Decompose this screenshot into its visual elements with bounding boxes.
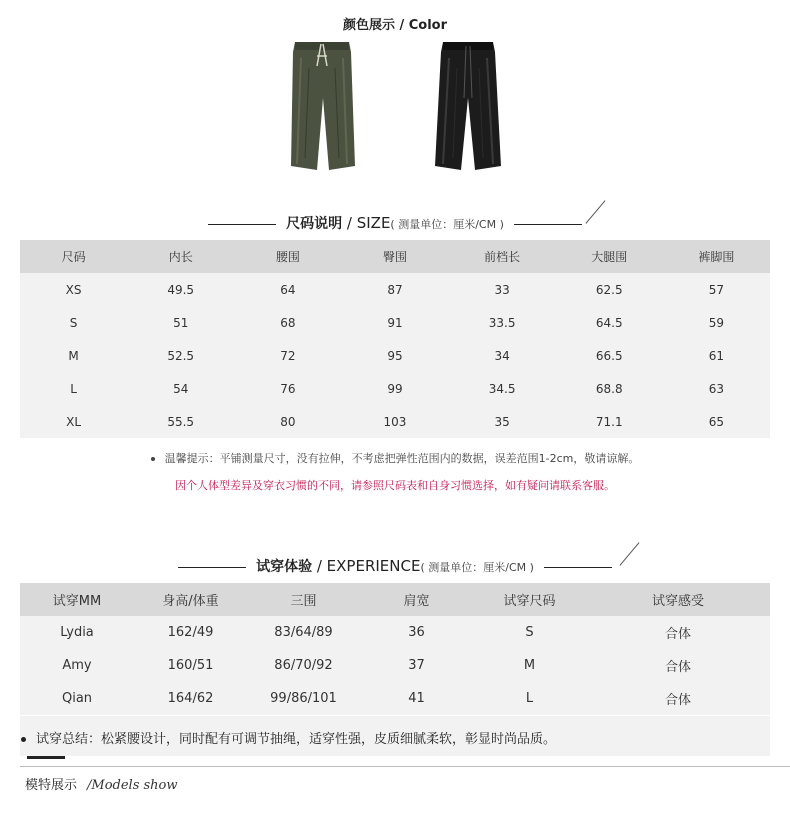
experience-header-cell: 试穿尺码 [473,583,586,616]
table-cell: 87 [341,273,448,306]
table-cell: 99/86/101 [247,682,360,715]
table-cell: 83/64/89 [247,616,360,649]
table-cell: Amy [20,649,134,682]
experience-header-cell: 三围 [247,583,360,616]
table-row [20,372,770,405]
size-section-heading [0,213,790,233]
fitting-summary-text: 试穿总结：松紧腰设计，同时配有可调节抽绳，适穿性强，皮质细腻柔软，彰显时尚品质。 [36,732,557,747]
table-cell: 37 [360,649,473,682]
heading-rule-right [544,567,612,568]
experience-heading-sep: / [312,557,327,575]
fitting-summary [21,728,556,747]
table-cell: 68.8 [556,372,663,405]
models-title-zh: 模特展示 [25,778,78,793]
black-pants-image [433,38,503,174]
table-cell: 36 [360,616,473,649]
table-cell: Lydia [20,616,134,649]
bullet-icon [21,737,26,742]
size-heading-unit: ( 测量单位：厘米/CM ) [390,218,504,231]
table-cell: 72 [234,339,341,372]
size-header-cell: 腰围 [234,240,341,273]
table-cell: 65 [663,405,770,438]
table-cell: 103 [341,405,448,438]
measurement-tip [0,450,790,466]
table-cell: 59 [663,306,770,339]
size-header-cell: 前档长 [449,240,556,273]
table-cell: 162/49 [134,616,247,649]
table-cell: 68 [234,306,341,339]
table-cell: 35 [449,405,556,438]
experience-section-heading [0,556,790,576]
models-section-title [25,774,178,793]
bullet-icon [151,457,155,461]
table-cell: 33 [449,273,556,306]
table-cell: 95 [341,339,448,372]
heading-rule-right [514,224,582,225]
size-heading-sep: / [342,214,357,232]
table-cell: XL [20,405,127,438]
experience-header-cell: 肩宽 [360,583,473,616]
size-header-cell: 内长 [127,240,234,273]
experience-heading-en: EXPERIENCE [326,557,421,575]
size-header-cell: 臀围 [341,240,448,273]
table-cell: 34 [449,339,556,372]
table-row [20,682,770,715]
table-cell: 160/51 [134,649,247,682]
table-row [20,616,770,649]
experience-header-cell: 试穿感受 [586,583,770,616]
table-cell: 34.5 [449,372,556,405]
table-row [20,339,770,372]
table-cell: M [473,649,586,682]
table-cell: 71.1 [556,405,663,438]
experience-header-cell: 身高/体重 [134,583,247,616]
table-cell: 91 [341,306,448,339]
table-cell: 64 [234,273,341,306]
experience-heading-unit: ( 测量单位：厘米/CM ) [420,561,534,574]
color-section-title: 颜色展示 / Color [342,18,448,33]
table-row [20,649,770,682]
experience-table [20,583,770,715]
table-cell: 76 [234,372,341,405]
table-row [20,273,770,306]
size-heading-zh: 尺码说明 [286,216,343,232]
size-header-cell: 大腿围 [556,240,663,273]
size-header-cell: 尺码 [20,240,127,273]
table-cell: 55.5 [127,405,234,438]
heading-rule-left [178,567,246,568]
table-cell: 54 [127,372,234,405]
table-cell: XS [20,273,127,306]
table-cell: Qian [20,682,134,715]
table-cell: 64.5 [556,306,663,339]
table-cell: 80 [234,405,341,438]
table-cell: 164/62 [134,682,247,715]
size-table-header-row [20,240,770,273]
table-cell: 86/70/92 [247,649,360,682]
table-cell: L [473,682,586,715]
table-cell: 61 [663,339,770,372]
table-cell: 合体 [586,682,770,715]
models-title-en: /Models show [87,778,178,793]
table-cell: 51 [127,306,234,339]
heading-rule-left [208,224,276,225]
table-row [20,306,770,339]
table-cell: 57 [663,273,770,306]
table-cell: 52.5 [127,339,234,372]
size-header-cell: 裤脚围 [663,240,770,273]
table-cell: L [20,372,127,405]
size-advice-note: 因个人体型差异及穿衣习惯的不同，请参照尺码表和自身习惯选择，如有疑问请联系客服。 [175,479,615,492]
table-cell: 66.5 [556,339,663,372]
table-cell: 41 [360,682,473,715]
table-cell: S [473,616,586,649]
table-cell: S [20,306,127,339]
experience-heading-zh: 试穿体验 [256,559,313,575]
size-table [20,240,770,438]
table-cell: 33.5 [449,306,556,339]
models-divider [20,766,790,767]
table-cell: 合体 [586,616,770,649]
table-cell: M [20,339,127,372]
table-cell: 99 [341,372,448,405]
table-row [20,405,770,438]
table-cell: 62.5 [556,273,663,306]
table-cell: 合体 [586,649,770,682]
olive-pants-image [287,38,357,174]
measurement-tip-text: 温馨提示：平铺测量尺寸，没有拉伸，不考虑把弹性范围内的数据，误差范围1-2cm，敬请谅解。 [164,452,640,465]
table-cell: 49.5 [127,273,234,306]
models-accent-bar [27,756,65,759]
experience-table-header-row [20,583,770,616]
size-heading-en: SIZE [356,214,391,232]
experience-header-cell: 试穿MM [20,583,134,616]
table-cell: 63 [663,372,770,405]
